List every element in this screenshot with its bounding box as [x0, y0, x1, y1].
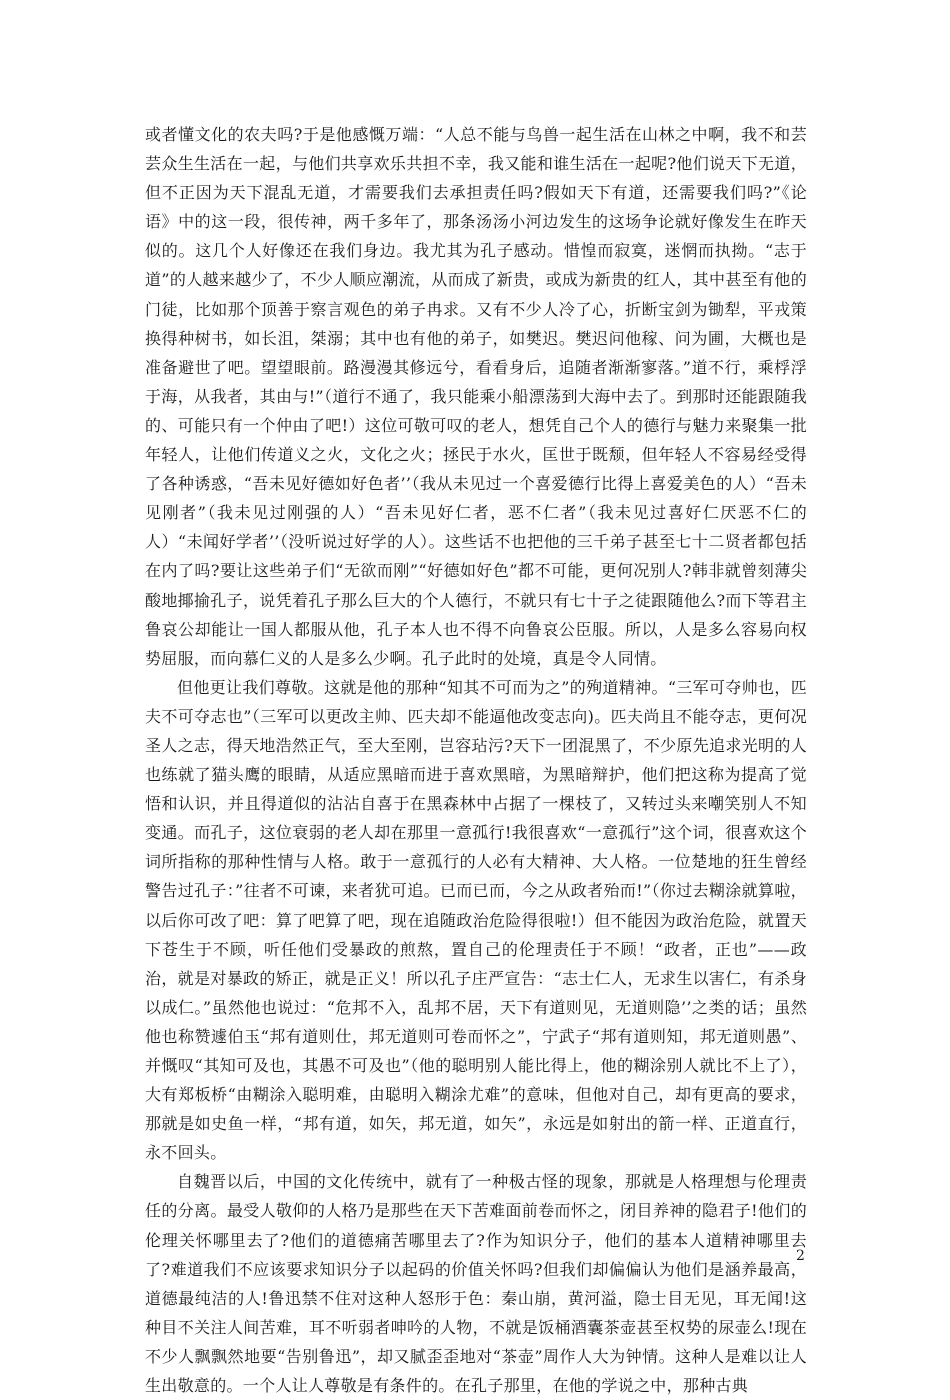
- document-body: [145, 120, 807, 1396]
- page-number: 2: [796, 1248, 805, 1264]
- paragraph-2: 但他更让我们尊敬。这就是他的那种“知其不可而为之”的殉道精神。“三军可夺帅也，匹夫不可夺志也”（三军可以更改主帅、匹夫却不能逼他改变志向)。匹夫尚且不能夺志，更何况圣人之志，得天地浩然正气，至大至刚，岂容玷污?天下一团混黑了，不少原先追求光明的人也练就了猫头鹰的眼睛，从适应黑暗而进于喜欢黑暗，为黑暗辩护，他们把这称为提高了觉悟和认识，并且得道似的沾沾自喜于在黑森林中占据了一棵枝了，又转过头来嘲笑别人不知变通。而孔子，这位衰弱的老人却在那里一意孤行!我很喜欢“一意孤行”这个词，很喜欢这个词所指称的那种性情与人格。敢于一意孤行的人必有大精神、大人格。一位楚地的狂生曾经警告过孔子：”往者不可谏，来者犹可追。已而已而，今之从政者殆而!”（你过去糊涂就算啦，以后你可改了吧：算了吧算了吧，现在追随政治危险得很啦!）但不能因为政治危险，就置天下苍生于不顾，听任他们受暴政的煎熬，置自己的伦理责任于不顾！“政者，正也”——政治，就是对暴政的矫正，就是正义！所以孔子庄严宣告：“志士仁人，无求生以害仁，有杀身以成仁。”虽然他也说过：“危邦不入，乱邦不居，天下有道则见，无道则隐’’之类的话；虽然他也称赞遽伯玉“邦有道则仕，邦无道则可卷而怀之”，宁武子“邦有道则知，邦无道则愚”、并慨叹“其知可及也，其愚不可及也”（他的聪明别人能比得上，他的糊涂别人就比不上了），大有郑板桥“由糊涂入聪明难，由聪明入糊涂尤难”的意味，但他对自己，却有更高的要求，那就是如史鱼一样，“邦有道，如矢，邦无道，如矢”，永远是如射出的箭一样、正道直行，永不回头。: [145, 677, 807, 1163]
- paragraph-3: 自魏晋以后，中国的文化传统中，就有了一种极古怪的现象，那就是人格理想与伦理责任的分离。最受人敬仰的人格乃是那些在天下苦难面前卷而怀之，闭目养神的隐君子!他们的伦理关怀哪里去了?他们的道德痛苦哪里去了?作为知识分子，他们的基本人道精神哪里去了?难道我们不应该要求知识分子以起码的价值关怀吗?但我们却偏偏认为他们是涵养最高，道德最纯洁的人!鲁迅禁不住对这种人怒形于色：秦山崩，黄河溢，隐士目无见，耳无闻!这种目不关注人间苦难，耳不听弱者呻吟的人物，不就是饭桶酒囊茶壶甚至权势的尿壶么!现在不少人飘飘然地要“告别鲁迅”，却又腻歪歪地对“茶壶”周作人大为钟情。这种人是难以让人生出敬意的。一个人让人尊敬是有条件的。在孔子那里，在他的学说之中，那种古典: [145, 1172, 807, 1396]
- paragraph-1: 或者懂文化的农夫吗?于是他感慨万端：“人总不能与鸟兽一起生活在山林之中啊，我不和芸芸众生生活在一起，与他们共享欢乐共担不幸，我又能和谁生活在一起呢?他们说天下无道，但不正因为天下混乱无道，才需要我们去承担责任吗?假如天下有道，还需要我们吗?”《论语》中的这一段，很传神，两千多年了，那条汤汤小河边发生的这场争论就好像发生在昨天似的。这几个人好像还在我们身边。我尤其为孔子感动。惜惶而寂寞，迷惘而执拗。“志于道”的人越来越少了，不少人顺应潮流，从而成了新贵，或成为新贵的红人，其中甚至有他的门徒，比如那个顶善于察言观色的弟子冉求。又有不少人冷了心，折断宝剑为锄犁，平戎策换得种树书，如长沮，桀溺；其中也有他的弟子，如樊迟。樊迟问他稼、问为圃，大概也是准备避世了吧。望望眼前。路漫漫其修远兮，看看身后，追随者渐渐寥落。”道不行，乘桴浮于海，从我者，其由与!”（道行不通了，我只能乘小船漂荡到大海中去了。到那时还能跟随我的、可能只有一个仲由了吧!）这位可敬可叹的老人，想凭自己个人的德行与魅力来聚集一批年轻人，让他们传道义之火，文化之火；拯民于水火，匡世于既颓，但年轻人不容易经受得了各种诱惑，“吾未见好德如好色者’’（我从未见过一个喜爱德行比得上喜爱美色的人）“吾未见刚者”（我未见过刚强的人）“吾未见好仁者，恶不仁者”（我未见过喜好仁厌恶不仁的人）“未闻好学者’’（没听说过好学的人）。这些话不也把他的三千弟子甚至七十二贤者都包括在内了吗?要让这些弟子们“无欲而刚”“好德如好色”都不可能，更何况别人?韩非就曾刻薄尖酸地揶揄孔子，说凭着孔子那么巨大的个人德行，不就只有七十子之徒跟随他么?而下等君主鲁哀公却能让一国人都服从他，孔子本人也不得不向鲁哀公臣服。所以，人是多么容易向权势屈服，而向慕仁义的人是多么少啊。孔子此时的处境，真是令人同情。: [145, 125, 807, 668]
